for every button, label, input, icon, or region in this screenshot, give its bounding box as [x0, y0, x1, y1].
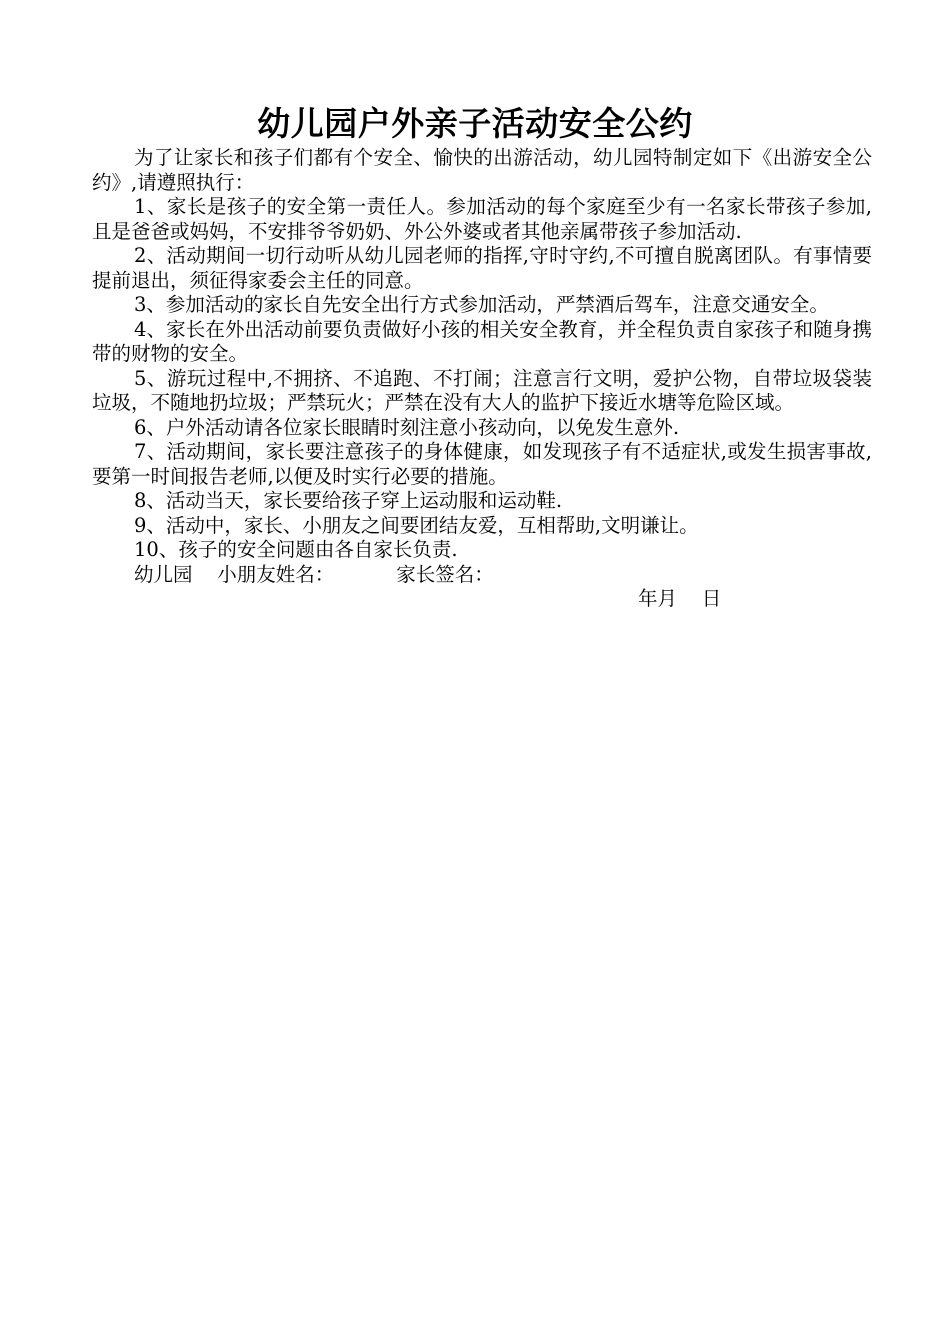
rule-3: 3、参加活动的家长自先安全出行方式参加活动，严禁酒后驾车，注意交通安全。: [134, 293, 829, 316]
date-line: 年月 日: [638, 587, 722, 610]
rule-9: 9、活动中，家长、小朋友之间要团结友爱，互相帮助,文明谦让。: [134, 513, 699, 537]
rule-7: 7、活动期间，家长要注意孩子的身体健康，如发现孩子有不适症状,或发生损害事故,要第一时间报告老师,以便及时实行必要的措施。: [92, 440, 872, 488]
rule-8: 8、活动当天，家长要给孩子穿上运动服和运动鞋.: [134, 489, 563, 512]
signature-line: 幼儿园 小朋友姓名： 家长签名：: [134, 562, 494, 586]
document-title: 幼儿园户外亲子活动安全公约: [257, 104, 693, 143]
intro-paragraph: 为了让家长和孩子们都有个安全、愉快的出游活动，幼儿园特制定如下《出游安全公约》,请遵照执行：: [92, 146, 872, 194]
document-body: [92, 146, 872, 612]
rule-5: 5、游玩过程中,不拥挤、不追跑、不打闹；注意言行文明，爱护公物，自带垃圾袋装垃圾，不随地扔垃圾；严禁玩火；严禁在没有大人的监护下接近水塘等危险区域。: [92, 366, 872, 414]
rule-10: 10、孩子的安全问题由各自家长负责.: [134, 538, 458, 561]
rule-4: 4、家长在外出活动前要负责做好小孩的相关安全教育，并全程负责自家孩子和随身携带的财物的安全。: [92, 317, 872, 365]
rule-2: 2、活动期间一切行动听从幼儿园老师的指挥,守时守约,不可擅自脱离团队。有事情要提前退出，须征得家委会主任的同意。: [92, 244, 872, 292]
rule-6: 6、户外活动请各位家长眼睛时刻注意小孩动向，以免发生意外.: [134, 415, 680, 439]
rule-1: 1、家长是孩子的安全第一责任人。参加活动的每个家庭至少有一名家长带孩子参加,且是爸爸或妈妈，不安排爷爷奶奶、外公外婆或者其他亲属带孩子参加活动.: [92, 195, 872, 243]
